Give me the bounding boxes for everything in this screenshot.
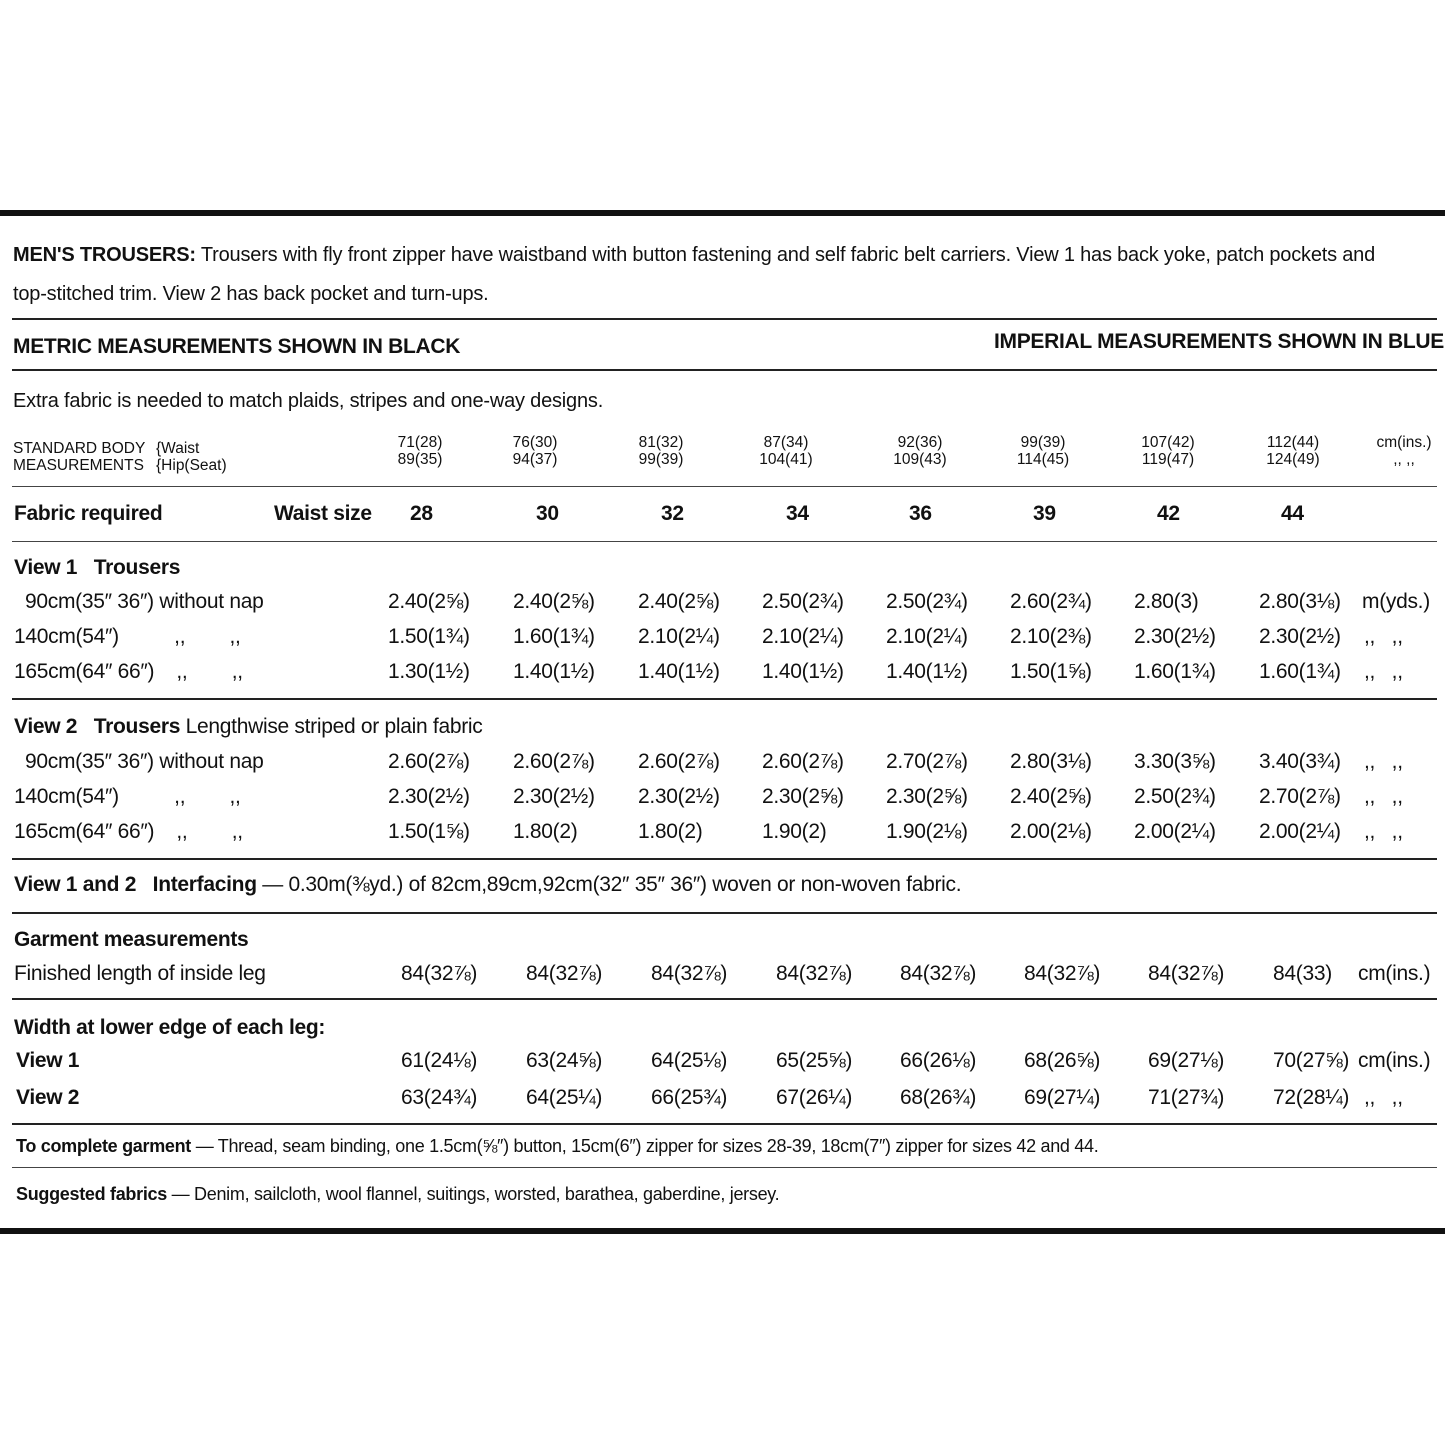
value-cell: 2.30(2⅝)	[762, 785, 844, 808]
value-cell: 1.90(2⅛)	[886, 820, 968, 843]
view2-row	[0, 820, 1445, 852]
row-label: 165cm(64″ 66″) ,, ,,	[14, 660, 243, 683]
value-cell: 2.60(2⅞)	[513, 750, 595, 773]
extra-fabric-note: Extra fabric is needed to match plaids, stripes and one-way designs.	[13, 390, 604, 412]
value-cell: 2.10(2¼)	[762, 625, 844, 648]
row-label: 90cm(35″ 36″) without nap	[25, 750, 264, 773]
value-cell: 1.40(1½)	[886, 660, 968, 683]
value-cell: 61(24⅛)	[401, 1049, 478, 1072]
waist-label: {Waist	[156, 440, 200, 457]
view2-row	[0, 785, 1445, 817]
value-cell: 2.40(2⅝)	[1010, 785, 1092, 808]
value-cell: 84(32⅞)	[776, 962, 853, 985]
value-cell: 1.90(2)	[762, 820, 827, 843]
value-cell: 3.40(3¾)	[1259, 750, 1341, 773]
value-cell: 84(32⅞)	[526, 962, 603, 985]
standard-cell: 92(36) 109(43)	[893, 434, 947, 468]
size-cell: 30	[536, 502, 559, 525]
standard-cell: cm(ins.) ,, ,,	[1376, 434, 1432, 468]
size-cell: 32	[661, 502, 684, 525]
divider	[12, 698, 1437, 700]
standard-cell: 99(39) 114(45)	[1016, 434, 1070, 468]
value-cell: 2.10(2¼)	[886, 625, 968, 648]
value-cell: 2.30(2½)	[388, 785, 470, 808]
fabric-required-label: Fabric required	[14, 502, 163, 525]
value-cell: 84(32⅞)	[900, 962, 977, 985]
value-cell: 1.60(1¾)	[1134, 660, 1216, 683]
width-row	[0, 1086, 1445, 1118]
value-cell: 70(27⅝)	[1273, 1049, 1350, 1072]
value-cell: 2.60(2⅞)	[388, 750, 470, 773]
value-cell: 2.40(2⅝)	[638, 590, 720, 613]
value-cell: 68(26¾)	[900, 1086, 977, 1109]
standard-label-2: MEASUREMENTS	[13, 457, 144, 474]
unit-cell: m(yds.)	[1362, 590, 1430, 613]
unit-cell: ,, ,,	[1364, 750, 1403, 773]
size-cell: 42	[1157, 502, 1180, 525]
value-cell: 2.50(2¾)	[762, 590, 844, 613]
unit-cell: ,, ,,	[1364, 1086, 1403, 1109]
divider	[12, 541, 1437, 542]
size-cell: 44	[1281, 502, 1304, 525]
unit-cell: ,, ,,	[1364, 820, 1403, 843]
divider	[12, 1123, 1437, 1125]
value-cell: 68(26⅝)	[1024, 1049, 1101, 1072]
width-heading: Width at lower edge of each leg:	[14, 1016, 326, 1039]
value-cell: 66(25¾)	[651, 1086, 728, 1109]
standard-cell: 71(28) 89(35)	[397, 434, 443, 468]
complete-label: To complete garment	[16, 1136, 191, 1156]
divider	[12, 998, 1437, 1000]
value-cell: 71(27¾)	[1148, 1086, 1225, 1109]
value-cell: 2.70(2⅞)	[886, 750, 968, 773]
value-cell: 2.30(2½)	[638, 785, 720, 808]
value-cell: 84(32⅞)	[651, 962, 728, 985]
hip-label: {Hip(Seat)	[156, 457, 227, 474]
value-cell: 2.10(2¼)	[638, 625, 720, 648]
interfacing-label: View 1 and 2 Interfacing	[14, 873, 257, 896]
value-cell: 66(26⅛)	[900, 1049, 977, 1072]
waist-size-label: Waist size	[274, 502, 372, 525]
row-label: Finished length of inside leg	[14, 962, 266, 985]
value-cell: 1.50(1¾)	[388, 625, 470, 648]
value-cell: 64(25¼)	[526, 1086, 603, 1109]
view1-row	[0, 625, 1445, 657]
value-cell: 1.40(1½)	[638, 660, 720, 683]
value-cell: 84(32⅞)	[1024, 962, 1101, 985]
divider	[12, 858, 1437, 860]
unit-cell: cm(ins.)	[1358, 1049, 1431, 1072]
size-cell: 34	[786, 502, 809, 525]
standard-cell: 76(30) 94(37)	[512, 434, 558, 468]
value-cell: 69(27¼)	[1024, 1086, 1101, 1109]
row-label: View 1	[16, 1049, 80, 1072]
value-cell: 2.40(2⅝)	[513, 590, 595, 613]
size-cell: 39	[1033, 502, 1056, 525]
unit-cell: ,, ,,	[1364, 785, 1403, 808]
interfacing-text: — 0.30m(⅜yd.) of 82cm,89cm,92cm(32″ 35″ 36″) woven or non-woven fabric.	[262, 873, 962, 896]
metric-label: METRIC MEASUREMENTS SHOWN IN BLACK	[13, 335, 461, 358]
size-cell: 36	[909, 502, 932, 525]
view2-heading: View 2 Trousers	[14, 715, 181, 738]
view2-heading-line	[14, 715, 482, 739]
row-label: View 2	[16, 1086, 80, 1109]
row-label: 165cm(64″ 66″) ,, ,,	[14, 820, 243, 843]
value-cell: 2.40(2⅝)	[388, 590, 470, 613]
title-heading: MEN'S TROUSERS:	[13, 244, 196, 266]
value-cell: 1.40(1½)	[513, 660, 595, 683]
suggested-line	[16, 1184, 779, 1205]
divider	[12, 1167, 1437, 1168]
standard-cell: 87(34) 104(41)	[759, 434, 813, 468]
view2-row	[0, 750, 1445, 782]
value-cell: 2.10(2⅜)	[1010, 625, 1092, 648]
unit-cell: ,, ,,	[1364, 625, 1403, 648]
divider	[12, 486, 1437, 487]
interfacing-line	[14, 873, 961, 897]
value-cell: 2.00(2¼)	[1134, 820, 1216, 843]
value-cell: 2.30(2½)	[513, 785, 595, 808]
complete-text: — Thread, seam binding, one 1.5cm(⅝″) button, 15cm(6″) zipper for sizes 28-39, 18cm(7″) zipper for sizes 42 and 44.	[195, 1136, 1099, 1156]
width-row	[0, 1049, 1445, 1081]
value-cell: 2.30(2½)	[1134, 625, 1216, 648]
view1-heading: View 1 Trousers	[14, 556, 181, 579]
standard-measurements-row	[0, 434, 1445, 476]
row-label: 90cm(35″ 36″) without nap	[25, 590, 264, 613]
suggested-label: Suggested fabrics	[16, 1184, 167, 1204]
value-cell: 1.50(1⅝)	[1010, 660, 1092, 683]
row-label: 140cm(54″) ,, ,,	[14, 785, 241, 808]
value-cell: 2.30(2⅝)	[886, 785, 968, 808]
description-line-1	[13, 244, 1375, 267]
value-cell: 1.80(2)	[638, 820, 703, 843]
value-cell: 65(25⅝)	[776, 1049, 853, 1072]
value-cell: 84(32⅞)	[401, 962, 478, 985]
value-cell: 2.00(2⅛)	[1010, 820, 1092, 843]
divider	[12, 318, 1437, 320]
value-cell: 2.50(2¾)	[886, 590, 968, 613]
value-cell: 69(27⅛)	[1148, 1049, 1225, 1072]
standard-cell: 112(44) 124(49)	[1266, 434, 1320, 468]
value-cell: 2.70(2⅞)	[1259, 785, 1341, 808]
garment-heading: Garment measurements	[14, 928, 249, 951]
divider	[12, 912, 1437, 914]
value-cell: 2.80(3⅛)	[1259, 590, 1341, 613]
complete-line	[16, 1136, 1098, 1157]
description-line-2: top-stitched trim. View 2 has back pocket and turn-ups.	[13, 283, 489, 305]
value-cell: 63(24⅝)	[526, 1049, 603, 1072]
bottom-border	[0, 1228, 1445, 1234]
value-cell: 2.60(2⅞)	[762, 750, 844, 773]
unit-cell: ,, ,,	[1364, 660, 1403, 683]
fabric-required-row	[0, 502, 1445, 534]
value-cell: 64(25⅛)	[651, 1049, 728, 1072]
view2-subheading: Lengthwise striped or plain fabric	[185, 715, 483, 738]
value-cell: 84(32⅞)	[1148, 962, 1225, 985]
value-cell: 1.60(1¾)	[1259, 660, 1341, 683]
value-cell: 67(26¼)	[776, 1086, 853, 1109]
divider	[12, 369, 1437, 371]
value-cell: 63(24¾)	[401, 1086, 478, 1109]
value-cell: 3.30(3⅝)	[1134, 750, 1216, 773]
standard-cell: 107(42) 119(47)	[1141, 434, 1195, 468]
suggested-text: — Denim, sailcloth, wool flannel, suitings, worsted, barathea, gaberdine, jersey.	[171, 1184, 780, 1204]
standard-label-1: STANDARD BODY	[13, 440, 146, 457]
value-cell: 1.40(1½)	[762, 660, 844, 683]
size-cell: 28	[410, 502, 433, 525]
value-cell: 1.80(2)	[513, 820, 578, 843]
value-cell: 2.60(2⅞)	[638, 750, 720, 773]
garment-row	[0, 962, 1445, 994]
value-cell: 2.00(2¼)	[1259, 820, 1341, 843]
value-cell: 1.30(1½)	[388, 660, 470, 683]
value-cell: 2.80(3⅛)	[1010, 750, 1092, 773]
standard-cell: 81(32) 99(39)	[638, 434, 684, 468]
view1-row	[0, 660, 1445, 692]
value-cell: 1.60(1¾)	[513, 625, 595, 648]
value-cell: 84(33)	[1273, 962, 1332, 985]
row-label: 140cm(54″) ,, ,,	[14, 625, 241, 648]
value-cell: 1.50(1⅝)	[388, 820, 470, 843]
description-text-1: Trousers with fly front zipper have waistband with button fastening and self fabric belt carriers. View 1 has back yoke, patch pockets and	[200, 244, 1376, 266]
value-cell: 2.80(3)	[1134, 590, 1199, 613]
value-cell: 72(28¼)	[1273, 1086, 1350, 1109]
value-cell: 2.60(2¾)	[1010, 590, 1092, 613]
value-cell: 2.30(2½)	[1259, 625, 1341, 648]
top-border	[0, 210, 1445, 216]
value-cell: 2.50(2¾)	[1134, 785, 1216, 808]
unit-cell: cm(ins.)	[1358, 962, 1431, 985]
view1-row	[0, 590, 1445, 622]
imperial-label: IMPERIAL MEASUREMENTS SHOWN IN BLUE	[994, 330, 1444, 353]
